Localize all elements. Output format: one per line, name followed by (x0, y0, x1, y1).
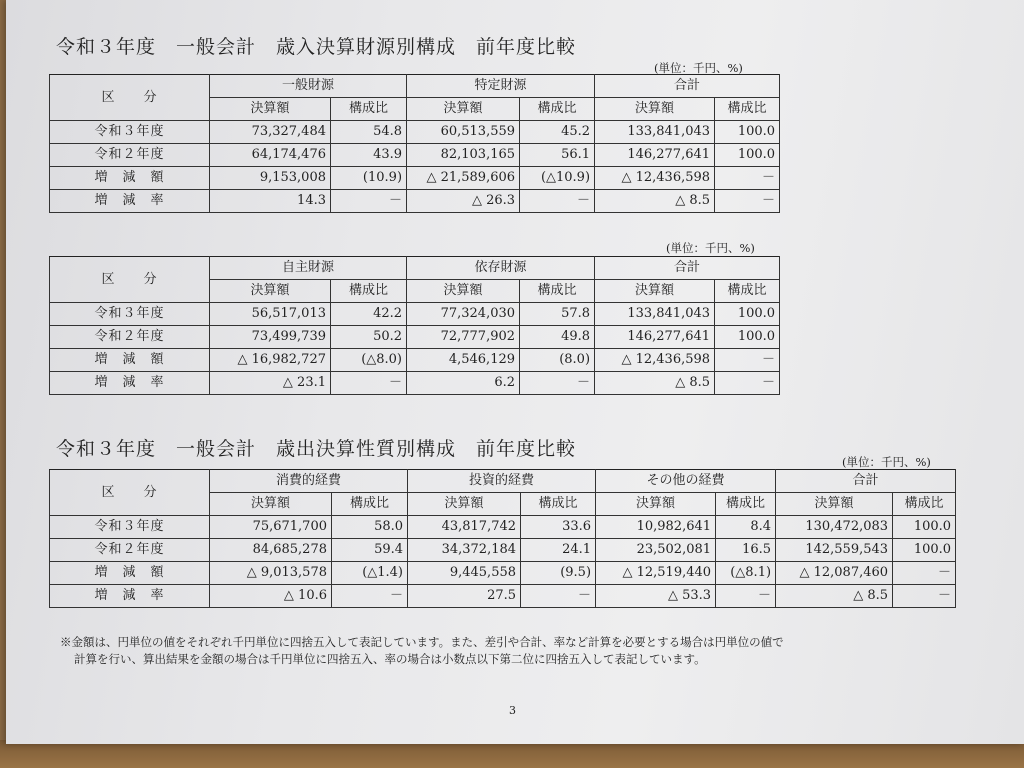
table-cell: 14.3 (210, 190, 331, 213)
table1-group-header: 特定財源 (407, 75, 595, 98)
document-page (6, 0, 1024, 744)
table-row (50, 190, 780, 213)
row-label: 増 減 額 (50, 167, 210, 190)
table3-group-header: 消費的経費 (210, 470, 408, 493)
table-cell: (8.0) (520, 349, 595, 372)
table-cell: △ 10.6 (210, 585, 332, 608)
table-cell: 49.8 (520, 326, 595, 349)
table-cell: 100.0 (715, 144, 780, 167)
table-cell: 16.5 (716, 539, 776, 562)
table-row (50, 585, 956, 608)
row-label: 令和２年度 (50, 144, 210, 167)
row-label: 増 減 額 (50, 349, 210, 372)
table-cell: 100.0 (893, 539, 956, 562)
table-cell: 6.2 (407, 372, 520, 395)
table-cell: △ 12,087,460 (776, 562, 893, 585)
table-cell: 64,174,476 (210, 144, 331, 167)
table-cell: 56.1 (520, 144, 595, 167)
table3-corner-header: 区 分 (50, 470, 210, 516)
table-cell: △ 16,982,727 (210, 349, 331, 372)
table2-group-header: 自主財源 (210, 257, 407, 280)
table-cell: 50.2 (331, 326, 407, 349)
table2-group-header: 合計 (595, 257, 780, 280)
page-number: 3 (509, 704, 516, 717)
row-label: 令和３年度 (50, 121, 210, 144)
table2-subheader: 構成比 (520, 280, 595, 303)
table-row (50, 144, 780, 167)
table-cell: 45.2 (520, 121, 595, 144)
table1-group-header: 合計 (595, 75, 780, 98)
table-cell: 4,546,129 (407, 349, 520, 372)
table-cell: 133,841,043 (595, 303, 715, 326)
row-label: 増 減 率 (50, 585, 210, 608)
table3-subheader: 決算額 (776, 493, 893, 516)
table3-subheader: 決算額 (210, 493, 332, 516)
table-cell: △ 21,589,606 (407, 167, 520, 190)
table-cell: － (893, 562, 956, 585)
table-cell: 57.8 (520, 303, 595, 326)
table2-subheader: 決算額 (210, 280, 331, 303)
table1-corner-header: 区 分 (50, 75, 210, 121)
table1-subheader: 決算額 (407, 98, 520, 121)
table-cell: 77,324,030 (407, 303, 520, 326)
table-cell: 100.0 (715, 326, 780, 349)
table2-subheader: 決算額 (595, 280, 715, 303)
table-row (50, 516, 956, 539)
table-cell: － (331, 372, 407, 395)
table-row (50, 349, 780, 372)
table-cell: 43.9 (331, 144, 407, 167)
table-cell: (10.9) (331, 167, 407, 190)
table-cell: 33.6 (521, 516, 596, 539)
table3-subheader: 構成比 (716, 493, 776, 516)
table-cell: － (893, 585, 956, 608)
table-cell: 10,982,641 (596, 516, 716, 539)
row-label: 令和３年度 (50, 516, 210, 539)
table-row (50, 562, 956, 585)
table-cell: － (715, 190, 780, 213)
table-cell: － (715, 349, 780, 372)
table-cell: (△10.9) (520, 167, 595, 190)
table-cell: 133,841,043 (595, 121, 715, 144)
table-cell: － (521, 585, 596, 608)
footnote-line-2: 計算を行い、算出結果を金額の場合は千円単位に四捨五入、率の場合は小数点以下第二位に四捨五入して表記しています。 (74, 652, 706, 666)
table-cell: △ 9,013,578 (210, 562, 332, 585)
table-cell: － (520, 190, 595, 213)
table-cell: 58.0 (332, 516, 408, 539)
revenue-section-title: 令和３年度 一般会計 歳入決算財源別構成 前年度比較 (56, 36, 577, 58)
table-cell: △ 8.5 (595, 372, 715, 395)
table1-subheader: 決算額 (595, 98, 715, 121)
table-cell: 56,517,013 (210, 303, 331, 326)
table-cell: － (520, 372, 595, 395)
table1-subheader: 構成比 (715, 98, 780, 121)
table-cell: (△8.0) (331, 349, 407, 372)
table2-subheader: 構成比 (715, 280, 780, 303)
table-cell: 60,513,559 (407, 121, 520, 144)
footnote-line-1: ※金額は、円単位の値をそれぞれ千円単位に四捨五入して表記しています。また、差引や合計、率など計算を必要とする場合は円単位の値で (60, 635, 784, 649)
table-cell: △ 8.5 (776, 585, 893, 608)
table-cell: 54.8 (331, 121, 407, 144)
table-cell: 42.2 (331, 303, 407, 326)
table-cell: (9.5) (521, 562, 596, 585)
table-cell: 23,502,081 (596, 539, 716, 562)
table-cell: 82,103,165 (407, 144, 520, 167)
table1-group-header: 一般財源 (210, 75, 407, 98)
table-cell: 43,817,742 (408, 516, 521, 539)
table-cell: 100.0 (715, 121, 780, 144)
table-row (50, 303, 780, 326)
table2-subheader: 決算額 (407, 280, 520, 303)
table-cell: 9,153,008 (210, 167, 331, 190)
row-label: 増 減 率 (50, 372, 210, 395)
table1-subheader: 構成比 (520, 98, 595, 121)
revenue-autonomy-table (49, 256, 780, 395)
table-cell: 27.5 (408, 585, 521, 608)
table-row (50, 326, 780, 349)
table-cell: 72,777,902 (407, 326, 520, 349)
table-cell: 24.1 (521, 539, 596, 562)
table2-unit-label: (単位：千円、%) (666, 241, 755, 255)
table3-subheader: 構成比 (521, 493, 596, 516)
table3-group-header: その他の経費 (596, 470, 776, 493)
table-cell: － (716, 585, 776, 608)
table3-subheader: 決算額 (596, 493, 716, 516)
table-cell: (△1.4) (332, 562, 408, 585)
table2-group-header: 依存財源 (407, 257, 595, 280)
desk-surface (0, 740, 1024, 768)
table-cell: － (331, 190, 407, 213)
table1-unit-label: (単位：千円、%) (654, 61, 743, 75)
table-cell: △ 26.3 (407, 190, 520, 213)
revenue-source-table (49, 74, 780, 213)
table-row (50, 372, 780, 395)
row-label: 令和２年度 (50, 326, 210, 349)
table-cell: △ 53.3 (596, 585, 716, 608)
table-cell: 59.4 (332, 539, 408, 562)
table-cell: 100.0 (715, 303, 780, 326)
table3-subheader: 決算額 (408, 493, 521, 516)
table3-group-header: 投資的経費 (408, 470, 596, 493)
table-cell: 146,277,641 (595, 144, 715, 167)
table-cell: △ 23.1 (210, 372, 331, 395)
row-label: 令和３年度 (50, 303, 210, 326)
table-cell: 146,277,641 (595, 326, 715, 349)
footnote (60, 634, 960, 668)
table-cell: 73,327,484 (210, 121, 331, 144)
table-cell: 84,685,278 (210, 539, 332, 562)
table-cell: △ 12,436,598 (595, 167, 715, 190)
table-cell: 130,472,083 (776, 516, 893, 539)
table-cell: 73,499,739 (210, 326, 331, 349)
table-cell: － (332, 585, 408, 608)
table-row (50, 167, 780, 190)
expenditure-nature-table (49, 469, 956, 608)
table-cell: △ 12,436,598 (595, 349, 715, 372)
table-cell: 9,445,558 (408, 562, 521, 585)
table1-subheader: 決算額 (210, 98, 331, 121)
table-row (50, 121, 780, 144)
row-label: 増 減 率 (50, 190, 210, 213)
table-cell: (△8.1) (716, 562, 776, 585)
table-cell: 100.0 (893, 516, 956, 539)
table3-unit-label: (単位：千円、%) (842, 455, 931, 469)
row-label: 令和２年度 (50, 539, 210, 562)
expenditure-section-title: 令和３年度 一般会計 歳出決算性質別構成 前年度比較 (56, 438, 577, 460)
table3-group-header: 合計 (776, 470, 956, 493)
table-cell: 142,559,543 (776, 539, 893, 562)
table3-subheader: 構成比 (332, 493, 408, 516)
table-cell: 34,372,184 (408, 539, 521, 562)
table-cell: 8.4 (716, 516, 776, 539)
table-cell: 75,671,700 (210, 516, 332, 539)
table-cell: － (715, 167, 780, 190)
table-cell: △ 12,519,440 (596, 562, 716, 585)
table-row (50, 539, 956, 562)
table-cell: － (715, 372, 780, 395)
table2-corner-header: 区 分 (50, 257, 210, 303)
table1-subheader: 構成比 (331, 98, 407, 121)
row-label: 増 減 額 (50, 562, 210, 585)
table-cell: △ 8.5 (595, 190, 715, 213)
table3-subheader: 構成比 (893, 493, 956, 516)
table2-subheader: 構成比 (331, 280, 407, 303)
